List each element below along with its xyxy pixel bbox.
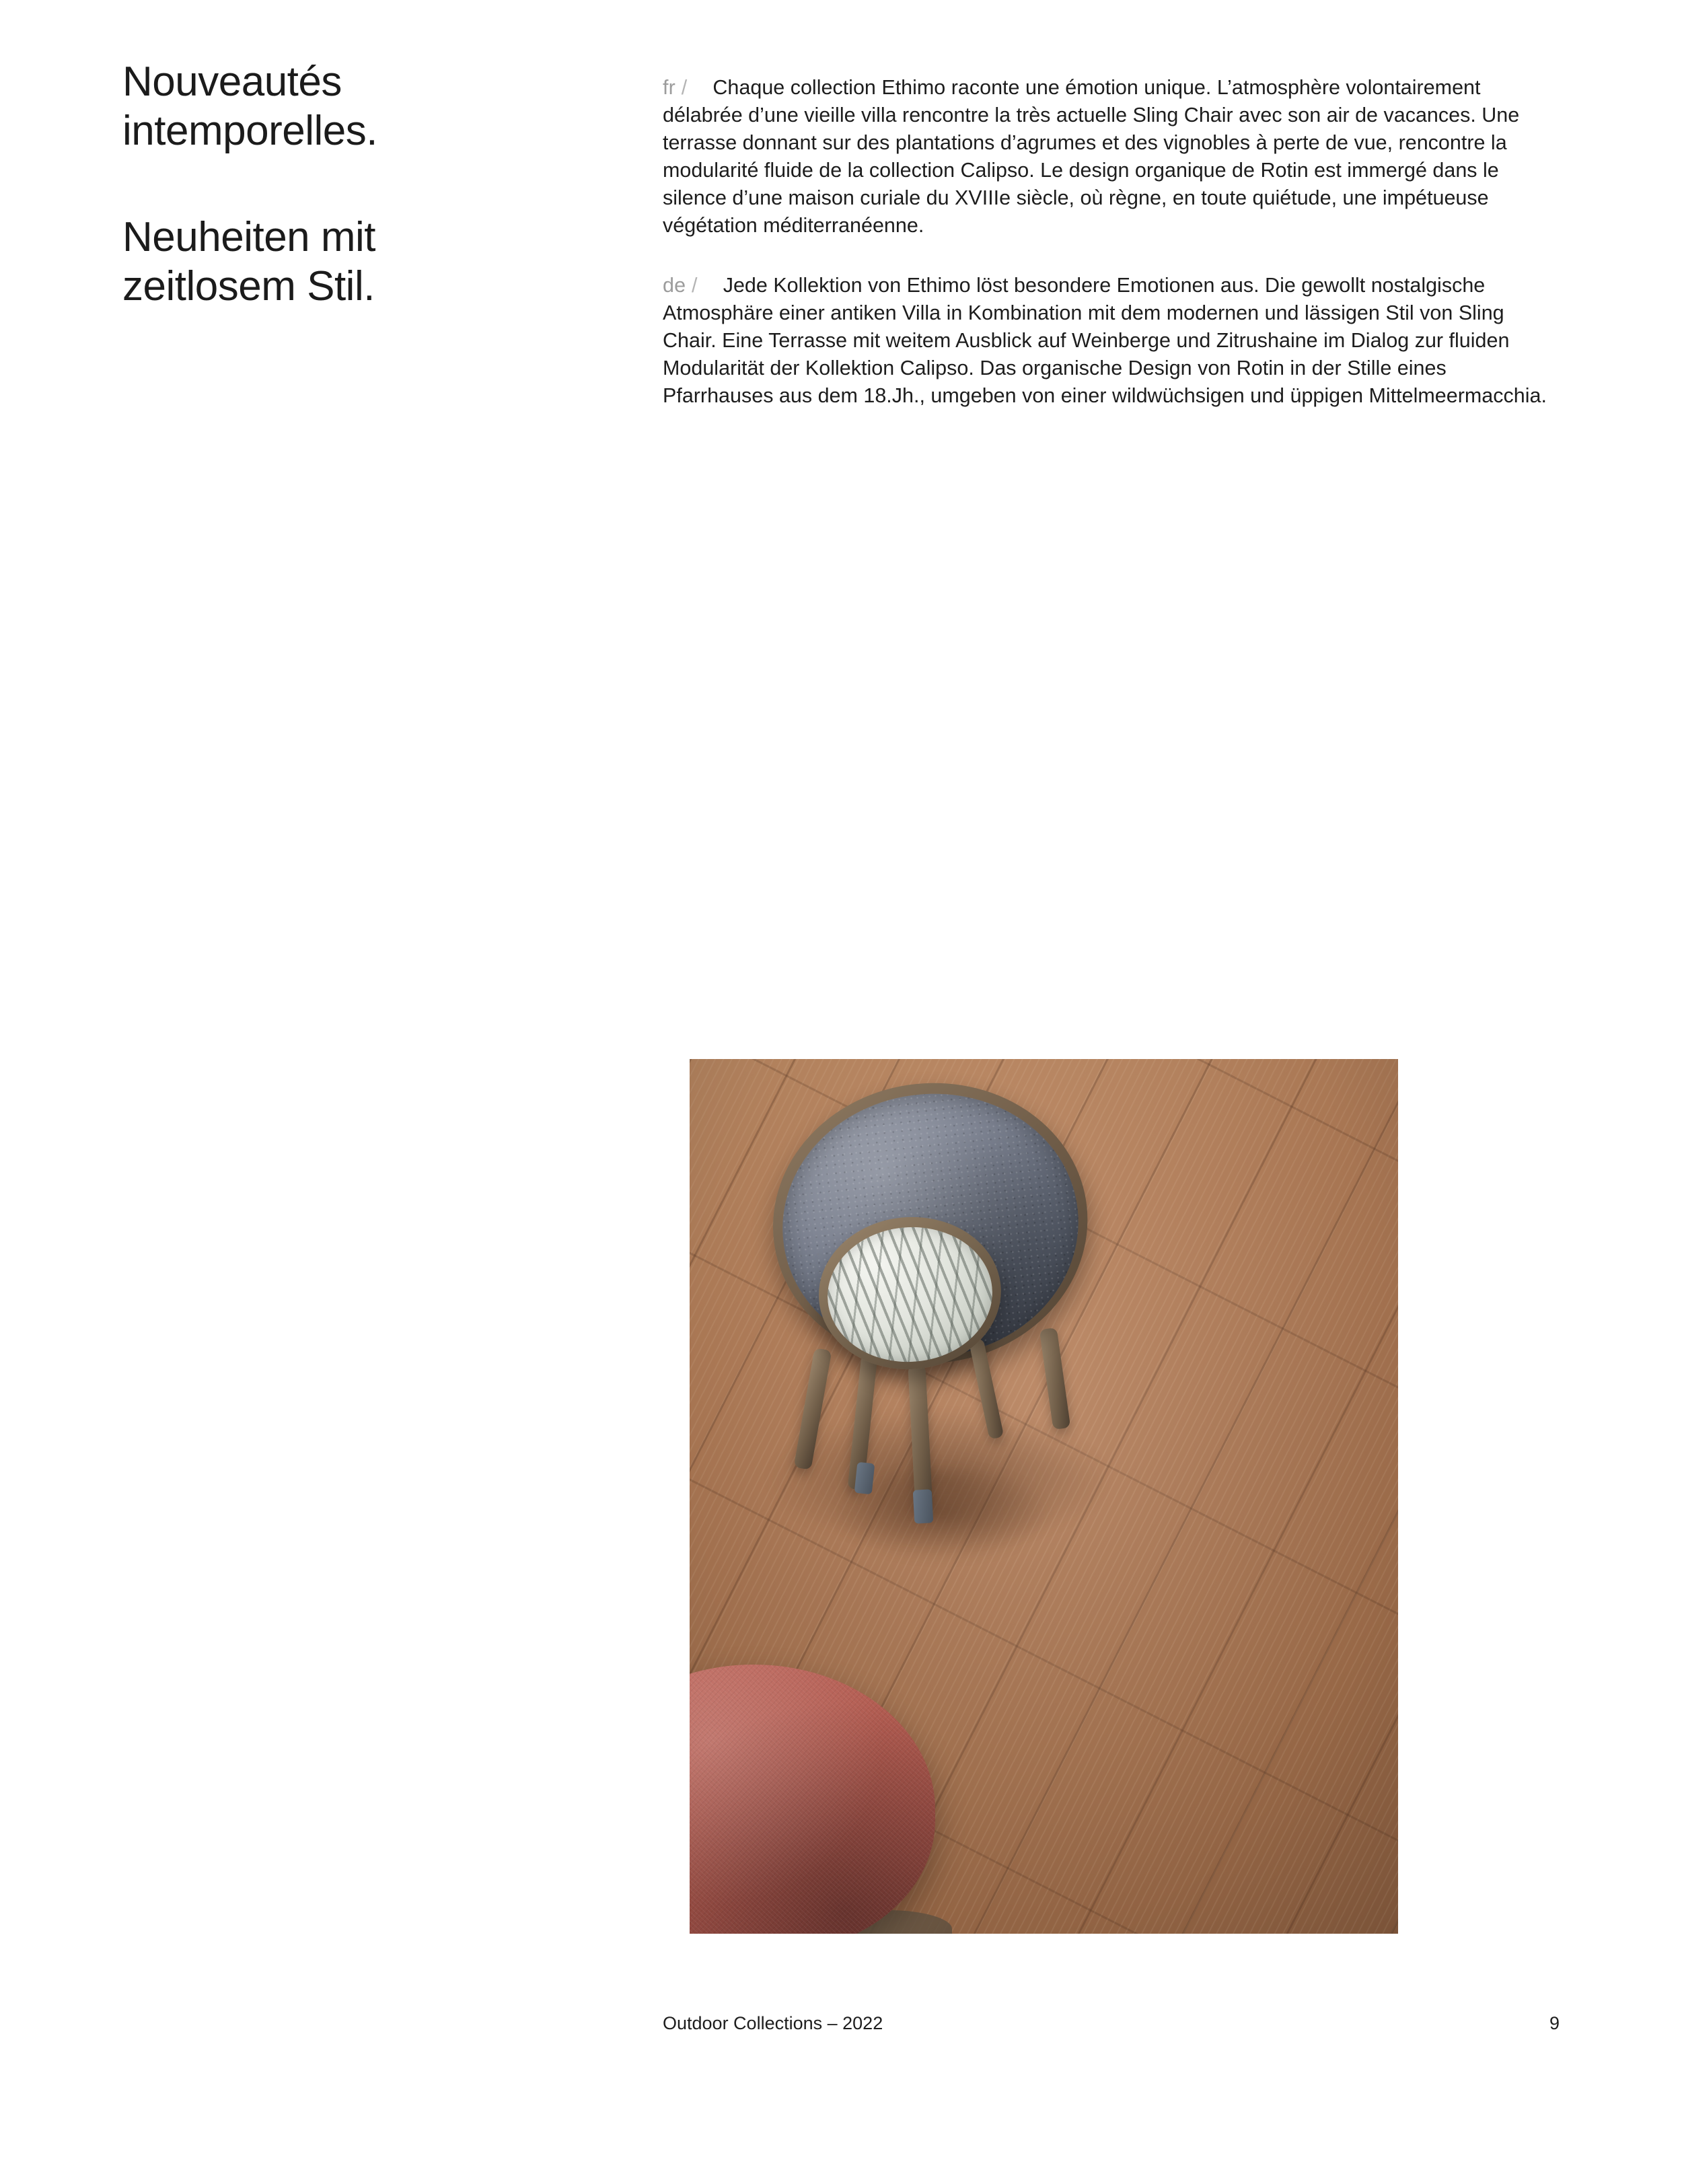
body-text-column <box>663 74 1551 442</box>
headline-line-de-1: Neuheiten mit <box>122 214 376 261</box>
headline-line-fr-1: Nouveautés <box>122 59 342 105</box>
language-tag-fr-code: fr <box>663 76 676 99</box>
product-photo <box>690 1059 1398 1934</box>
paragraph-de-text: Jede Kollektion von Ethimo löst besondere Emotionen aus. Die gewollt nostalgische Atmosphäre einer antiken Villa in Kombination mit dem modernen und lässigen Stil von Sling Chair. Eine Terrasse mit weitem Ausblick auf Weinberge und Zitrushaine im Dialog zur fluiden Modularität der Kollektion Calipso. Das organische Design von Rotin in der Stille eines Pfarrhauses aus dem 18.Jh., umgeben von einer wildwüchsigen und üppigen Mittelmeermacchia. <box>663 274 1547 408</box>
footer-collection-label: Outdoor Collections – 2022 <box>663 2013 883 2033</box>
photo-red-pouf <box>690 1665 935 1934</box>
footer-page-number: 9 <box>1549 2013 1560 2033</box>
paragraph-fr <box>663 74 1551 240</box>
paragraph-de <box>663 272 1551 410</box>
photo-table-foot <box>913 1489 934 1523</box>
photo-pouf-fabric-texture <box>690 1665 935 1934</box>
photo-small-side-table <box>823 1222 996 1368</box>
page-title <box>122 58 593 311</box>
headline-spacer <box>122 155 593 213</box>
headline-line-fr-2: intemporelles. <box>122 107 377 154</box>
language-tag-fr-slash: / <box>681 76 688 99</box>
language-tag-de-slash: / <box>692 274 698 297</box>
paragraph-fr-text: Chaque collection Ethimo raconte une émotion unique. L’atmosphère volontairement délabrée d’une vieille villa rencontre la très actuelle Sling Chair avec son air de vacances. Une terrasse donnant sur des plantations d’agrumes et des vignobles à perte de vue, rencontre la modularité fluide de la collection Calipso. Le design organique de Rotin est immergé dans le silence d’une maison curiale du XVIIIe siècle, où règne, en toute quiétude, une impétueuse végétation méditerranéenne. <box>663 76 1520 238</box>
photo-table-foot <box>854 1462 875 1494</box>
headline-line-de-2: zeitlosem Stil. <box>122 262 375 310</box>
language-tag-fr <box>663 76 687 99</box>
language-tag-de <box>663 274 698 297</box>
photo-deck-background <box>690 1059 1398 1934</box>
language-tag-de-code: de <box>663 274 686 297</box>
